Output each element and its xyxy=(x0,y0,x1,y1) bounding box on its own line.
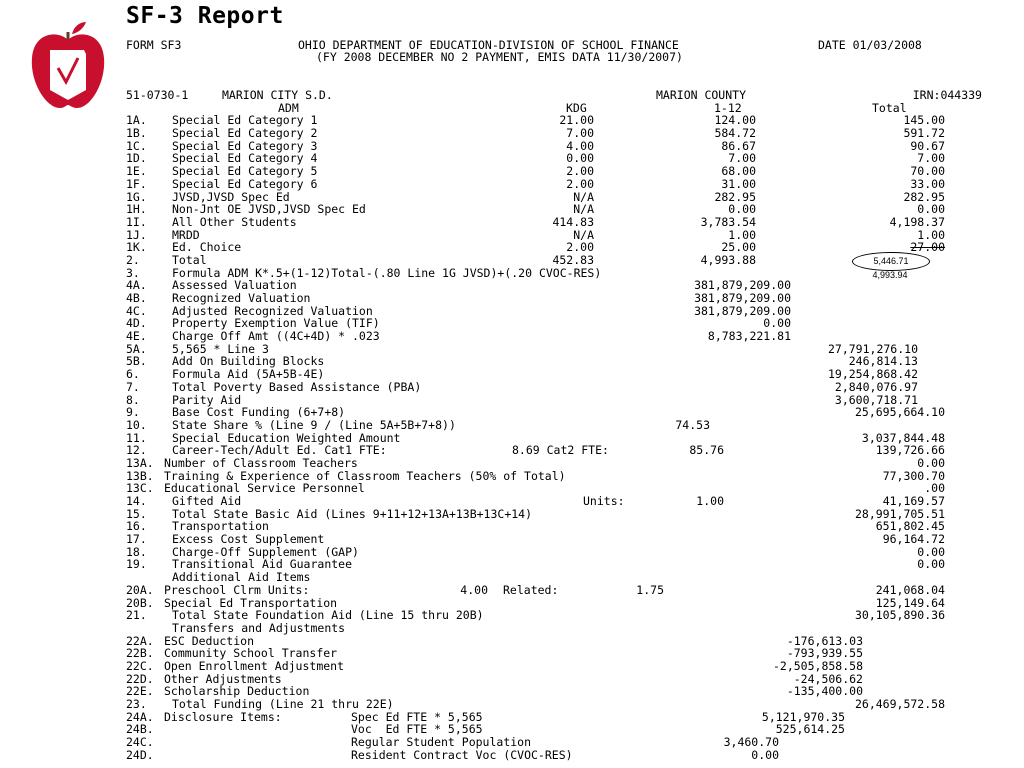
total-value: 139,726.66 xyxy=(875,443,945,458)
report-row xyxy=(126,203,982,216)
report-row xyxy=(126,127,982,140)
row-label: Parity Aid xyxy=(172,392,242,407)
units-value: 1.00 xyxy=(696,494,724,508)
row-label: Educational Service Personnel xyxy=(164,481,365,496)
related-label: Related: xyxy=(503,582,559,597)
row-code: 23. xyxy=(126,697,147,711)
row-code: 19. xyxy=(126,557,147,572)
adjustment-value: -2,505,858.58 xyxy=(772,658,863,673)
row-label: Preschool Clrm Units: xyxy=(164,582,310,597)
row-code: 22D. xyxy=(126,671,154,686)
valuation-value: 381,879,209.00 xyxy=(694,291,791,305)
report-row xyxy=(126,178,982,191)
row-label: Special Ed Category 6 xyxy=(172,176,318,191)
row-label: 5,565 * Line 3 xyxy=(172,341,269,356)
total-value: 1.00 xyxy=(917,227,945,242)
row-label: Special Ed Category 1 xyxy=(172,113,318,128)
row-code: 5A. xyxy=(126,341,147,356)
kdg-value: N/A xyxy=(573,227,594,242)
row-label: Recognized Valuation xyxy=(172,291,311,305)
grades-value: 0.00 xyxy=(728,202,756,217)
row-code: 13A. xyxy=(126,455,154,470)
total-value: 651,802.45 xyxy=(875,519,945,534)
disclosure-label: Spec Ed FTE * 5,565 xyxy=(351,709,483,724)
report-row xyxy=(126,698,982,711)
disclosure-label: Regular Student Population xyxy=(351,735,532,750)
row-label: Special Ed Category 2 xyxy=(172,126,318,141)
report-row xyxy=(126,571,982,584)
row-code: 22A. xyxy=(126,633,154,648)
report-row xyxy=(126,711,982,724)
row-code: 3. xyxy=(126,265,140,280)
row-code: 1C. xyxy=(126,138,147,153)
row-code: 20B. xyxy=(126,595,154,610)
row-label: Excess Cost Supplement xyxy=(172,532,325,547)
row-code: 17. xyxy=(126,532,147,547)
total-value: 3,037,844.48 xyxy=(861,430,945,445)
disclosure-value: 5,121,970.35 xyxy=(761,709,845,724)
report-row xyxy=(126,660,982,673)
row-label: Formula Aid (5A+5B-4E) xyxy=(172,367,325,382)
row-label: Special Ed Category 5 xyxy=(172,164,318,179)
adjustment-value: -176,613.03 xyxy=(786,633,863,648)
kdg-value: 4.00 xyxy=(566,138,594,153)
grades-value: 1.00 xyxy=(728,227,756,242)
row-label: Adjusted Recognized Valuation xyxy=(172,303,373,318)
row-code: 11. xyxy=(126,430,147,445)
total-value: 591.72 xyxy=(903,126,945,141)
adm-header: ADM xyxy=(278,100,299,115)
row-code: 1K. xyxy=(126,240,147,255)
row-code: 4A. xyxy=(126,278,147,293)
row-label: Special Ed Transportation xyxy=(164,595,338,610)
grades-value: 4,993.88 xyxy=(700,252,756,267)
total-value: 125,149.64 xyxy=(875,595,945,610)
kdg-value: 0.00 xyxy=(566,151,594,166)
row-label: Special Ed Category 4 xyxy=(172,151,318,166)
row-code: 24D. xyxy=(126,747,154,762)
county-name: MARION COUNTY xyxy=(656,88,747,102)
total-value: 70.00 xyxy=(910,164,945,179)
units-label: Units: xyxy=(583,494,625,508)
total-value: 96,164.72 xyxy=(882,532,945,547)
subtotal-value: 246,814.13 xyxy=(848,354,918,369)
total-value: 0.00 xyxy=(917,202,945,217)
report-row xyxy=(126,609,982,622)
total-value: 241,068.04 xyxy=(875,582,945,597)
row-code: 10. xyxy=(126,417,147,432)
valuation-value: 0.00 xyxy=(763,316,791,331)
disclosure-value: 0.00 xyxy=(751,747,779,762)
report-row xyxy=(126,406,982,419)
report-row xyxy=(126,381,982,394)
kdg-value: 21.00 xyxy=(559,113,594,128)
apple-logo-icon xyxy=(28,20,108,110)
row-code: 24C. xyxy=(126,735,154,750)
row-code: 2. xyxy=(126,252,140,267)
subtotal-value: 27,791,276.10 xyxy=(827,341,918,356)
report-rows xyxy=(126,114,982,761)
row-code: 9. xyxy=(126,405,140,420)
row-label: Property Exemption Value (TIF) xyxy=(172,316,380,331)
report-row xyxy=(126,368,982,381)
report-row xyxy=(126,229,982,242)
row-code: 1D. xyxy=(126,151,147,166)
row-label: Community School Transfer xyxy=(164,646,338,661)
grades-value: 25.00 xyxy=(721,240,756,255)
total-value: 41,169.57 xyxy=(882,494,945,508)
disclosure-label: Resident Contract Voc (CVOC-RES) xyxy=(351,747,573,762)
valuation-value: 8,783,221.81 xyxy=(707,329,791,344)
row-code: 4B. xyxy=(126,291,147,305)
subtotal-value: 2,840,076.97 xyxy=(834,379,918,394)
row-label: Assessed Valuation xyxy=(172,278,297,293)
kdg-value: N/A xyxy=(573,189,594,204)
row-code: 21. xyxy=(126,608,147,623)
grades-value: 31.00 xyxy=(721,176,756,191)
report-row xyxy=(126,419,982,432)
grades-value: 584.72 xyxy=(714,126,756,141)
report-row xyxy=(126,495,982,508)
state-share-value: 74.53 xyxy=(675,417,710,432)
row-code: 13B. xyxy=(126,468,154,483)
valuation-value: 381,879,209.00 xyxy=(694,303,791,318)
irn-number: IRN:044339 xyxy=(912,88,982,102)
total-value: 7.00 xyxy=(917,151,945,166)
row-code: 22E. xyxy=(126,684,154,699)
row-code: 1F. xyxy=(126,176,147,191)
row-label: Number of Classroom Teachers xyxy=(164,455,358,470)
grades-value: 124.00 xyxy=(714,113,756,128)
adjustment-value: -24,506.62 xyxy=(793,671,863,686)
total-value: 77,300.70 xyxy=(882,468,945,483)
row-code: 1B. xyxy=(126,126,147,141)
row-label: Additional Aid Items xyxy=(172,570,311,585)
row-label: Non-Jnt OE JVSD,JVSD Spec Ed xyxy=(172,202,366,217)
kdg-value: 7.00 xyxy=(566,126,594,141)
grades-value: 7.00 xyxy=(728,151,756,166)
row-label: Transfers and Adjustments xyxy=(172,620,346,635)
adjustment-value: -135,400.00 xyxy=(786,684,863,699)
preschool-units-value: 4.00 xyxy=(460,582,488,597)
row-label: ESC Deduction xyxy=(164,633,255,648)
disclosure-label: Voc Ed FTE * 5,565 xyxy=(351,722,483,737)
row-label: Special Ed Category 3 xyxy=(172,138,318,153)
total-value: 90.67 xyxy=(910,138,945,153)
row-code: 12. xyxy=(126,443,147,458)
total-value: 30,105,890.36 xyxy=(854,608,945,623)
circled-total-annotation: 5,446.71 xyxy=(852,252,930,271)
row-label: Scholarship Deduction xyxy=(164,684,310,699)
row-code: 4D. xyxy=(126,316,147,331)
grades-value: 68.00 xyxy=(721,164,756,179)
department-name: OHIO DEPARTMENT OF EDUCATION-DIVISION OF SCHOOL FINANCE xyxy=(298,38,679,52)
row-label: Ed. Choice xyxy=(172,240,242,255)
row-label: Total Funding (Line 21 thru 22E) xyxy=(172,697,394,711)
cat2-value: 85.76 xyxy=(689,443,724,458)
total-value: 145.00 xyxy=(903,113,945,128)
form-label: FORM SF3 xyxy=(126,38,182,52)
row-code: 6. xyxy=(126,367,140,382)
row-code: 13C. xyxy=(126,481,154,496)
related-value: 1.75 xyxy=(636,582,664,597)
report-row xyxy=(126,165,982,178)
row-label: Transportation xyxy=(172,519,269,534)
kdg-value: 452.83 xyxy=(552,252,594,267)
subtotal-value: 19,254,868.42 xyxy=(827,367,918,382)
report-row xyxy=(126,482,982,495)
kdg-value: 2.00 xyxy=(566,164,594,179)
report-date: DATE 01/03/2008 xyxy=(818,38,922,52)
row-label: JVSD,JVSD Spec Ed xyxy=(172,189,290,204)
row-label: Base Cost Funding (6+7+8) xyxy=(172,405,346,420)
grades-value: 86.67 xyxy=(721,138,756,153)
report-row xyxy=(126,216,982,229)
row-code: 1J. xyxy=(126,227,147,242)
row-label: Charge-Off Supplement (GAP) xyxy=(172,544,359,559)
row-code: 22B. xyxy=(126,646,154,661)
row-code: 15. xyxy=(126,506,147,521)
adjustment-value: -793,939.55 xyxy=(786,646,863,661)
row-label: Career-Tech/Adult Ed. Cat1 FTE: xyxy=(172,443,387,458)
fiscal-year-line: (FY 2008 DECEMBER NO 2 PAYMENT, EMIS DATA 11/30/2007) xyxy=(316,50,683,64)
valuation-value: 381,879,209.00 xyxy=(694,278,791,293)
report-row xyxy=(126,292,982,305)
total-value: 25,695,664.10 xyxy=(854,405,945,420)
report-row xyxy=(126,736,982,749)
row-label: Special Education Weighted Amount xyxy=(172,430,401,445)
total-value: 27.00 xyxy=(910,240,945,255)
row-code: 24A. xyxy=(126,709,154,724)
report-row xyxy=(126,457,982,470)
row-label: Total State Basic Aid (Lines 9+11+12+13A+13B+13C+14) xyxy=(172,506,533,521)
total-value: 26,469,572.58 xyxy=(854,697,945,711)
total-value: 0.00 xyxy=(917,544,945,559)
district-name: MARION CITY S.D. xyxy=(222,88,333,102)
kdg-header: KDG xyxy=(566,100,587,115)
row-label: Add On Building Blocks xyxy=(172,354,325,369)
total-value: 4,198.37 xyxy=(889,214,945,229)
row-label: Total Poverty Based Assistance (PBA) xyxy=(172,379,422,394)
report-title: SF-3 Report xyxy=(126,3,284,29)
row-code: 1E. xyxy=(126,164,147,179)
total-value: .00 xyxy=(924,481,945,496)
row-code: 20A. xyxy=(126,582,154,597)
disclosure-value: 525,614.25 xyxy=(775,722,845,737)
report-row xyxy=(126,622,982,635)
row-code: 8. xyxy=(126,392,140,407)
district-id: 51-0730-1 xyxy=(126,88,189,102)
report-row xyxy=(126,584,982,597)
row-code: 1I. xyxy=(126,214,147,229)
row-label: State Share % (Line 9 / (Line 5A+5B+7+8)) xyxy=(172,417,456,432)
row-code: 18. xyxy=(126,544,147,559)
report-body xyxy=(126,89,982,761)
row-label: Training & Experience of Classroom Teachers (50% of Total) xyxy=(164,468,566,483)
grades-value: 3,783.54 xyxy=(700,214,756,229)
row-code: 4C. xyxy=(126,303,147,318)
cat2-label: 8.69 Cat2 FTE: xyxy=(512,443,609,458)
row-label: All Other Students xyxy=(172,214,297,229)
district-row xyxy=(126,89,982,102)
grades-header: 1-12 xyxy=(714,100,742,115)
row-code: 7. xyxy=(126,379,140,394)
row-label: Formula ADM K*.5+(1-12)Total-(.80 Line 1G JVSD)+(.20 CVOC-RES) xyxy=(172,265,602,280)
kdg-value: 2.00 xyxy=(566,176,594,191)
subtotal-value: 3,600,718.71 xyxy=(834,392,918,407)
total-value: 33.00 xyxy=(910,176,945,191)
total-value: 0.00 xyxy=(917,455,945,470)
row-label: MRDD xyxy=(172,227,200,242)
report-row xyxy=(126,533,982,546)
row-label: Other Adjustments xyxy=(164,671,282,686)
row-code: 24B. xyxy=(126,722,154,737)
row-label: Gifted Aid xyxy=(172,494,242,508)
row-label: Charge Off Amt ((4C+4D) * .023 xyxy=(172,329,380,344)
row-label: Open Enrollment Adjustment xyxy=(164,658,345,673)
row-code: 14. xyxy=(126,494,147,508)
total-value: 282.95 xyxy=(903,189,945,204)
grades-value: 282.95 xyxy=(714,189,756,204)
row-label: Total xyxy=(172,252,207,267)
row-code: 1A. xyxy=(126,113,147,128)
row-code: 22C. xyxy=(126,658,154,673)
report-row xyxy=(126,749,982,762)
kdg-value: N/A xyxy=(573,202,594,217)
row-code: 5B. xyxy=(126,354,147,369)
total-value: 0.00 xyxy=(917,557,945,572)
annotation-subvalue: 4,993.94 xyxy=(872,270,908,280)
row-label: Disclosure Items: xyxy=(164,709,282,724)
report-row xyxy=(126,723,982,736)
disclosure-value: 3,460.70 xyxy=(723,735,779,750)
kdg-value: 414.83 xyxy=(552,214,594,229)
total-value: 28,991,705.51 xyxy=(854,506,945,521)
report-row xyxy=(126,330,982,343)
total-header: Total xyxy=(872,100,907,115)
row-code: 16. xyxy=(126,519,147,534)
row-code: 1H. xyxy=(126,202,147,217)
row-code: 4E. xyxy=(126,329,147,344)
row-label: Transitional Aid Guarantee xyxy=(172,557,353,572)
row-label: Total State Foundation Aid (Line 15 thru 20B) xyxy=(172,608,484,623)
kdg-value: 2.00 xyxy=(566,240,594,255)
row-code: 1G. xyxy=(126,189,147,204)
